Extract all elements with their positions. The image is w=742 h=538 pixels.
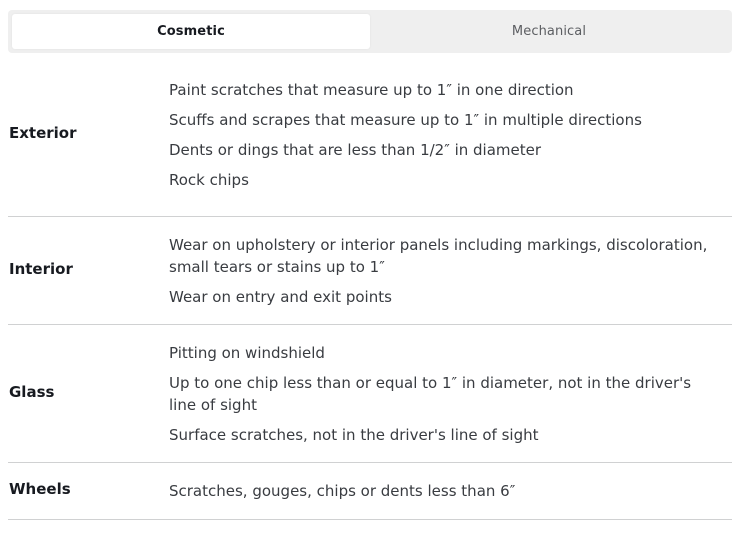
table-row-exterior: [8, 53, 732, 217]
list-item: Rock chips: [169, 170, 249, 189]
table-row-interior: [8, 217, 732, 325]
category-items: [169, 234, 732, 308]
list-item: Pitting on windshield: [169, 343, 325, 362]
category-label: Exterior: [9, 123, 77, 142]
tab-cosmetic[interactable]: Cosmetic: [12, 14, 370, 49]
list-item: Scuffs and scrapes that measure up to 1″ in multiple directions: [169, 110, 642, 129]
table-row-glass: [8, 325, 732, 463]
wear-table: [8, 53, 732, 520]
category-items: [169, 342, 732, 446]
list-item: Scratches, gouges, chips or dents less than 6″: [169, 482, 516, 500]
list-item: Dents or dings that are less than 1/2″ in diameter: [169, 140, 542, 159]
category-label: Interior: [9, 259, 73, 278]
list-item: Up to one chip less than or equal to 1″ in diameter, not in the driver's line of sight: [169, 373, 692, 414]
list-item: Wear on upholstery or interior panels including markings, discoloration, small tears or stains up to 1″: [169, 235, 708, 276]
category-items: [169, 79, 732, 191]
condition-tabs: [8, 10, 732, 53]
category-items: [169, 480, 732, 502]
tab-mechanical[interactable]: Mechanical: [511, 24, 587, 39]
list-item: Paint scratches that measure up to 1″ in one direction: [169, 80, 574, 99]
category-label: Wheels: [9, 480, 71, 498]
list-item: Surface scratches, not in the driver's line of sight: [169, 425, 539, 444]
table-row-wheels: [8, 463, 732, 520]
category-label: Glass: [9, 382, 55, 401]
list-item: Wear on entry and exit points: [169, 287, 392, 306]
